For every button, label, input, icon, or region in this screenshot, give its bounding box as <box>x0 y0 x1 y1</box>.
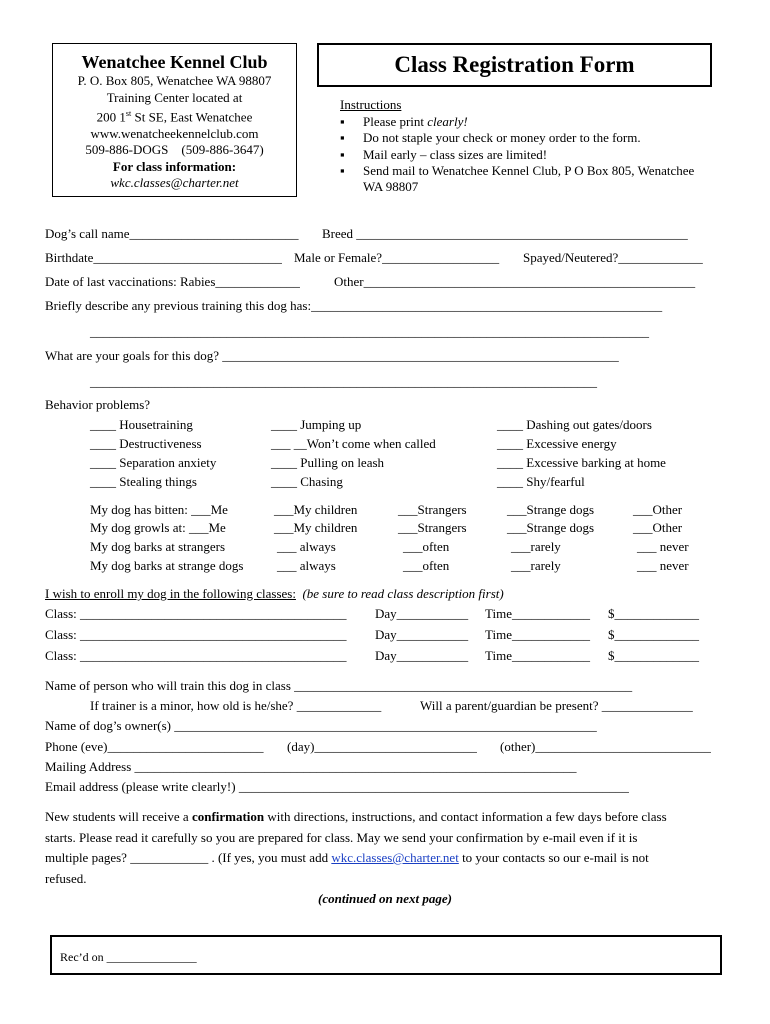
goals-field-line2[interactable]: ______________________________________________________________________________ <box>90 374 597 389</box>
behavior-option[interactable]: ____ Housetraining <box>90 417 193 432</box>
street-address: 200 1st St SE, East Wenatchee <box>96 109 253 125</box>
time-field[interactable]: Time____________ <box>485 606 590 621</box>
continued-note: (continued on next page) <box>318 891 452 906</box>
bite-option[interactable]: ___Strange dogs <box>507 502 595 517</box>
bite-option[interactable]: ___Other <box>633 502 683 517</box>
instruction-item: Do not staple your check or money order to the form. <box>363 130 641 145</box>
spayed-field[interactable]: Spayed/Neutered?_____________ <box>523 250 703 265</box>
instruction-item: Send mail to Wenatchee Kennel Club, P O Box 805, Wenatchee <box>363 163 695 178</box>
barks-strangers-label: My dog barks at strangers <box>90 539 226 554</box>
behavior-option[interactable]: ____ Shy/fearful <box>497 474 585 489</box>
club-address: P. O. Box 805, Wenatchee WA 98807 <box>77 73 272 88</box>
behavior-option[interactable]: ____ Stealing things <box>90 474 197 489</box>
bark-option[interactable]: ___often <box>403 558 450 573</box>
club-phones: 509-886-DOGS (509-886-3647) <box>85 142 264 158</box>
behavior-option[interactable]: ____ Excessive barking at home <box>497 455 666 470</box>
growls-label[interactable]: My dog growls at: ___Me <box>90 520 226 535</box>
breed-field[interactable]: Breed ___________________________________________________ <box>322 226 688 241</box>
email-field[interactable]: Email address (please write clearly!) ____________________________________________________________ <box>45 779 629 794</box>
rabies-field[interactable]: Date of last vaccinations: Rabies_____________ <box>45 274 300 289</box>
phone-day-field[interactable]: (day)_________________________ <box>287 739 477 754</box>
trainer-name-field[interactable]: Name of person who will train this dog in class ____________________________________________________ <box>45 678 633 693</box>
phone-eve-field[interactable]: Phone (eve)________________________ <box>45 739 264 754</box>
bark-option[interactable]: ___ never <box>637 539 689 554</box>
behavior-title: Behavior problems? <box>45 397 151 412</box>
owner-name-field[interactable]: Name of dog’s owner(s) _________________________________________________________________ <box>45 718 597 733</box>
growl-option[interactable]: ___Strangers <box>398 520 467 535</box>
barks-dogs-label: My dog barks at strange dogs <box>90 558 244 573</box>
behavior-option[interactable]: ___ __Won’t come when called <box>271 436 436 451</box>
day-field[interactable]: Day___________ <box>375 627 469 642</box>
sex-field[interactable]: Male or Female?__________________ <box>294 250 500 265</box>
received-date-field[interactable]: Rec’d on _______________ <box>60 950 197 964</box>
training-field[interactable]: Briefly describe any previous training this dog has:______________________________________________________ <box>45 298 663 313</box>
class-field[interactable]: Class: _________________________________________ <box>45 648 347 663</box>
contact-email-link[interactable]: wkc.classes@charter.net <box>331 850 459 865</box>
time-field[interactable]: Time____________ <box>485 648 590 663</box>
behavior-option[interactable]: ____ Pulling on leash <box>271 455 385 470</box>
class-info-label: For class information: <box>112 158 237 174</box>
club-website: www.wenatcheekennelclub.com <box>90 125 259 141</box>
behavior-option[interactable]: ____ Excessive energy <box>497 436 617 451</box>
training-field-line2[interactable]: ______________________________________________________________________________________ <box>90 324 649 339</box>
notice-line: starts. Please read it carefully so you are prepared for class. May we send your confirmation by e-mail even if it is <box>45 830 638 845</box>
bark-option[interactable]: ___rarely <box>511 558 561 573</box>
other-vaccination-field[interactable]: Other___________________________________________________ <box>334 274 696 289</box>
phone-other-field[interactable]: (other)___________________________ <box>500 739 711 754</box>
instruction-item: Please print clearly! <box>363 114 468 129</box>
office-use-box <box>50 935 722 975</box>
mailing-address-field[interactable]: Mailing Address ____________________________________________________________________ <box>45 759 577 774</box>
fee-field[interactable]: $_____________ <box>608 627 699 642</box>
bark-option[interactable]: ___ always <box>277 539 336 554</box>
bark-option[interactable]: ___ never <box>637 558 689 573</box>
goals-field[interactable]: What are your goals for this dog? _____________________________________________________________ <box>45 348 619 363</box>
bark-option[interactable]: ___often <box>403 539 450 554</box>
bullet-icon: ▪ <box>340 114 345 129</box>
class-field[interactable]: Class: _________________________________________ <box>45 606 347 621</box>
club-name: Wenatchee Kennel Club <box>81 52 268 72</box>
fee-field[interactable]: $_____________ <box>608 648 699 663</box>
enroll-heading: I wish to enroll my dog in the following classes: (be sure to read class description first) <box>45 586 504 601</box>
instruction-item-continuation: WA 98807 <box>363 179 419 194</box>
guardian-field[interactable]: Will a parent/guardian be present? ______________ <box>420 698 693 713</box>
class-info-email: wkc.classes@charter.net <box>110 175 239 191</box>
fee-field[interactable]: $_____________ <box>608 606 699 621</box>
instructions-title: Instructions <box>340 97 402 112</box>
behavior-option[interactable]: ____ Chasing <box>271 474 343 489</box>
day-field[interactable]: Day___________ <box>375 648 469 663</box>
bitten-label[interactable]: My dog has bitten: ___Me <box>90 502 228 517</box>
growl-option[interactable]: ___My children <box>274 520 358 535</box>
notice-line: New students will receive a confirmation with directions, instructions, and contact information a few days before class <box>45 809 667 824</box>
behavior-option[interactable]: ____ Jumping up <box>271 417 362 432</box>
bite-option[interactable]: ___My children <box>274 502 358 517</box>
behavior-option[interactable]: ____ Destructiveness <box>90 436 202 451</box>
training-center-label: Training Center located at <box>106 89 243 105</box>
time-field[interactable]: Time____________ <box>485 627 590 642</box>
bark-option[interactable]: ___rarely <box>511 539 561 554</box>
club-info-box <box>52 43 297 197</box>
notice-line: multiple pages? ____________ . (If yes, you must add wkc.classes@charter.net to your contacts so our e-mail is not <box>45 850 649 865</box>
bite-option[interactable]: ___Strangers <box>398 502 467 517</box>
growl-option[interactable]: ___Strange dogs <box>507 520 595 535</box>
behavior-option[interactable]: ____ Dashing out gates/doors <box>497 417 652 432</box>
instruction-item: Mail early – class sizes are limited! <box>363 147 548 162</box>
behavior-option[interactable]: ____ Separation anxiety <box>90 455 217 470</box>
form-title: Class Registration Form <box>317 43 712 87</box>
bullet-icon: ▪ <box>340 163 345 178</box>
class-field[interactable]: Class: _________________________________________ <box>45 627 347 642</box>
birthdate-field[interactable]: Birthdate_____________________________ <box>45 250 282 265</box>
bullet-icon: ▪ <box>340 147 345 162</box>
bark-option[interactable]: ___ always <box>277 558 336 573</box>
trainer-age-field[interactable]: If trainer is a minor, how old is he/she? _____________ <box>90 698 382 713</box>
notice-line: refused. <box>45 871 87 886</box>
call-name-field[interactable]: Dog’s call name__________________________ <box>45 226 299 241</box>
growl-option[interactable]: ___Other <box>633 520 683 535</box>
bullet-icon: ▪ <box>340 130 345 145</box>
day-field[interactable]: Day___________ <box>375 606 469 621</box>
